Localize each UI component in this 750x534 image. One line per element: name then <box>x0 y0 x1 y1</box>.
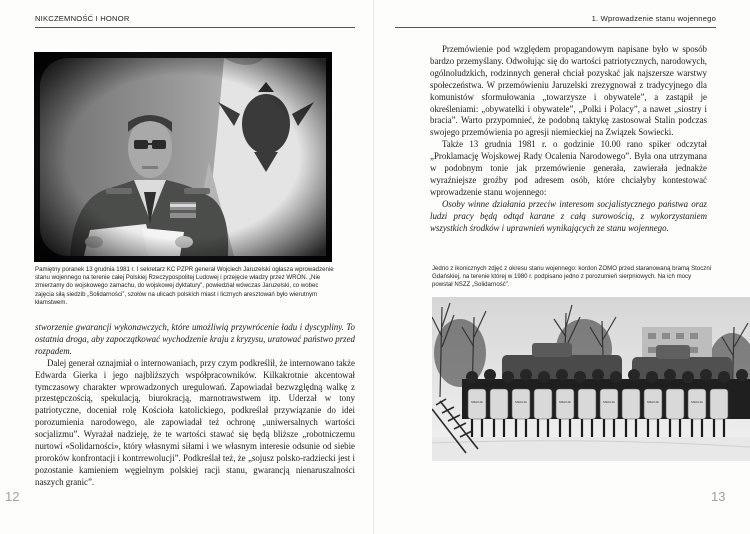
right-page <box>375 0 750 534</box>
photo-caption-left: Pamiętny poranek 13 grudnia 1981 r. I sekretarz KC PZPR generał Wojciech Jaruzelski ogłasza wprowadzenie stanu wojennego na terenie całej Polskiej Rzeczypospolitej Ludowej i przejęcie władzy przez WRON. „Nie zmierzamy do wojskowego zamachu, do wojskowej dyktatury”, powiedział wówczas Jaruzelski, co wobec zajęcia siłą siedzib „Solidarności”, szołów na ulicach polskich miast i licznych aresztowań było wierutnym kłamstwem. <box>35 266 334 306</box>
page-number-left: 12 <box>5 489 20 504</box>
body-text-right <box>430 44 707 235</box>
zomo-cordon-image <box>432 297 750 461</box>
body-paragraph-2: Także 13 grudnia 1981 r. o godzinie 10.00 rano spiker odczytał „Proklamację Wojskowej Rady Ocalenia Narodowego”. Była ona utrzymana w podobnym tonie jak przemówienie generała, zawierała jednakże wyraźniejsze groźby pod adresem osób, które chciałyby kontestować wprowadzenie stanu wojennego: <box>430 139 707 197</box>
photo-caption-right: Jedno z ikonicznych zdjęć z okresu stanu wojennego: kordon ZOMO przed staranowaną bramą Stoczni Gdańskiej, na terenie której w 1980 r. podpisano jedno z porozumień sierpniowych. Na ich mocy powstał NSZZ „Solidarność”. <box>432 265 712 289</box>
proclamation-quote: Osoby winne działania przeciw interesom socjalistycznego państwa oraz ludzi pracy będą odtąd karane z całą surowością, z wykorzystaniem wszystkich środków i uprawnień wynikających ze stanu wojennego. <box>430 198 707 233</box>
header-rule-right <box>395 27 716 28</box>
running-head-left: NIKCZEMNOŚĆ I HONOR <box>35 14 130 23</box>
tv-broadcast-photo <box>34 52 332 262</box>
body-text-left <box>35 322 355 489</box>
shield-label: MILICJA <box>471 400 483 404</box>
italic-quote-continuation: stworzenie gwarancji wykonawczych, które umożliwią przywrócenie ładu i dyscypliny. To ostatnia droga, aby zapoczątkować wychodzenie kraju z kryzysu, uratować państwo przed rozpadem. <box>35 322 355 356</box>
shield-label: MILICJA <box>559 400 571 404</box>
body-paragraph-1: Przemówienie pod względem propagandowym napisane było w sposób bardzo przemyślany. Odwołując się do wartości patriotycznych, narodowych, ogólnoludzkich, rodzinnych generał chciał pozyskać jak najszersze warstwy społeczeństwa. W przemówieniu Jaruzelski zrezygnował z tradycyjnego dla komunistów sformułowania „towarzysze i obywatele”, a zastąpił je określeniami: „obywatelki i obywatele”, „Polki i Polacy”, a nawet „siostry i bracia”. Warto przypomnieć, że podobną taktykę zastosował Stalin podczas swojego przemówienia po agresji niemieckiej na Związek Sowiecki. <box>430 44 707 138</box>
shield-label: MILICJA <box>691 400 703 404</box>
shield-label: MILICJA <box>647 400 659 404</box>
header-rule-left <box>35 27 355 28</box>
shield-label: MILICJA <box>603 400 615 404</box>
running-head-right: 1. Wprowadzenie stanu wojennego <box>591 14 716 23</box>
body-paragraph: Dalej generał oznajmiał o internowaniach, przy czym podkreślił, że internowano także Edwarda Gierka i jego najbliższych współpracowników. Kilkakrotnie akcentował tymczasowy charakter wprowadzonych uregulowań. Zapowiadał bezwzględną walkę z przestępczością, spekulacją, biurokracją, marnotrawstwem itp. Uderzał w tony patriotyczne, doceniał rolę Kościoła katolickiego, podkreślał przywiązanie do idei porozumienia narodowego, ale zapowiadał też ochronę „uniwersalnych wartości socjalizmu”. Wyrażał nadzieję, że te wartości stawać się będą bliższe „robotniczemu nurtowi «Solidarności», który własnymi siłami i we własnym interesie odsunie od siebie proroków konfrontacji i kontrrewolucji”. Podkreślał też, że „sojusz polsko-radziecki jest i pozostanie kamieniem węgielnym polskiej racji stanu, gwarancją nienaruszalności naszych granic”. <box>35 357 355 487</box>
jaruzelski-tv-image <box>34 52 332 262</box>
page-number-right: 13 <box>711 489 726 504</box>
zomo-cordon-photo <box>432 297 750 461</box>
shield-label: MILICJA <box>515 400 527 404</box>
